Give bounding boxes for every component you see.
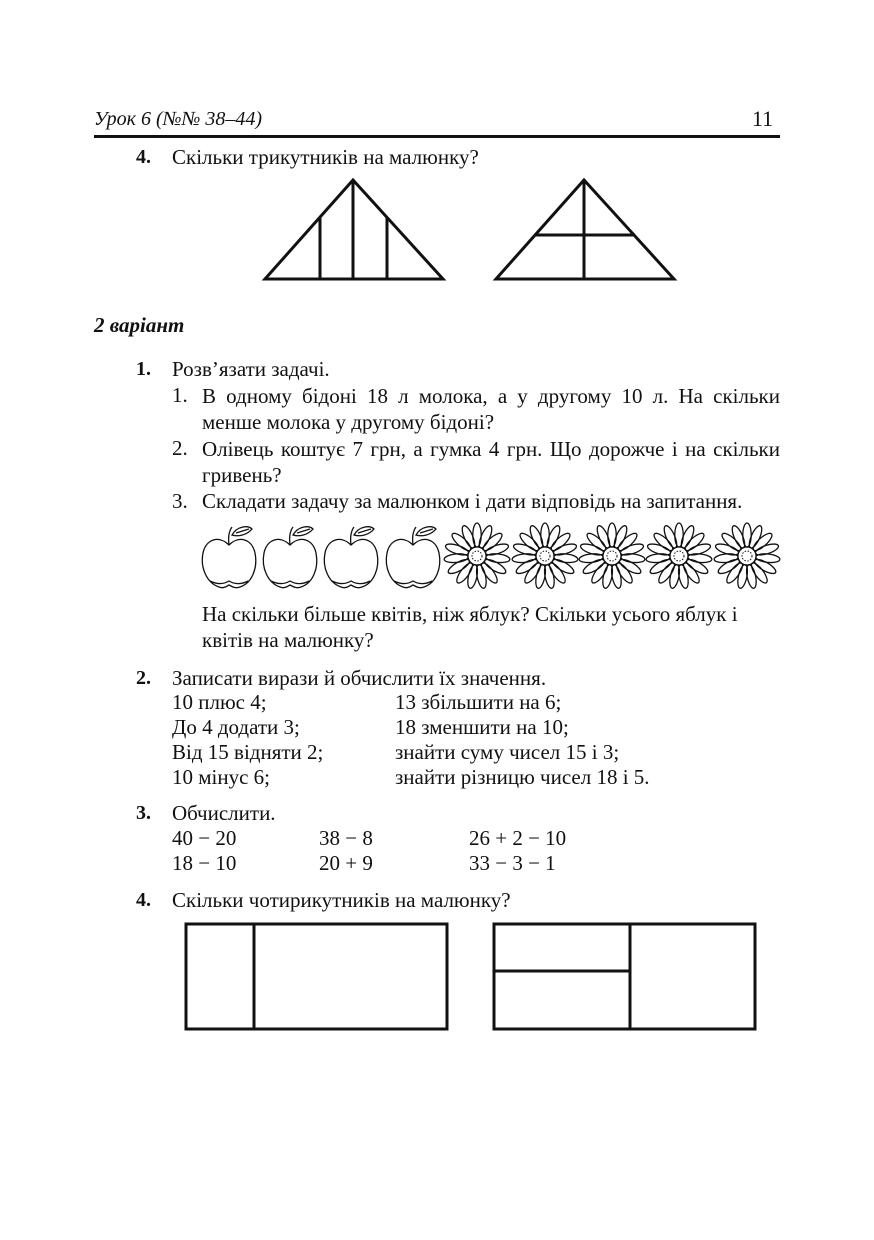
header-rule [94,135,780,138]
calc-expression: 40 − 20 [172,826,237,850]
task3-title: Обчислити. [172,801,276,825]
lesson-header: Урок 6 (№№ 38–44) [94,108,263,130]
task1-title: Розв’язати задачі. [172,357,330,381]
expression-right: 13 збільшити на 6; [395,690,562,714]
flower-icon [714,523,781,589]
flower-icon [646,523,713,589]
apples-flowers-picture [198,520,784,590]
calc-expression: 38 − 8 [319,826,373,850]
triangle-figure-right [496,180,674,279]
task1-item1-text: В одному бідоні 18 л молока, а у другому 10 л. На скільки менше молока у другому бідоні? [202,384,780,434]
flower-icon [512,523,579,589]
expression-left: 10 мінус 6; [172,765,271,789]
expression-left: До 4 додати 3; [172,715,300,739]
task1-item2-text: Олівець коштує 7 грн, а гумка 4 грн. Що дорожче і на скільки гривень? [202,437,780,487]
task2-number: 2. [136,667,151,689]
rectangles-figure [180,918,762,1036]
task4-triangles-question: Скільки трикутників на малюнку? [172,145,479,169]
calc-expression: 20 + 9 [319,851,373,875]
variant-title: 2 варіант [94,313,185,337]
calc-expression: 33 − 3 − 1 [469,851,556,875]
triangle-figure-left [265,180,443,279]
task1-item3-text: Складати задачу за малюнком і дати відповідь на запитання. [202,489,743,513]
task3-number: 3. [136,802,151,824]
apple-icon [202,527,255,588]
flower-icon [579,523,646,589]
apple-icon [263,527,316,588]
task1-item1-number: 1. [172,383,188,407]
task1-item3-number: 3. [172,489,188,513]
page-number: 11 [752,106,774,131]
task4-triangles-number: 4. [136,146,151,168]
task4-quads-number: 4. [136,889,151,911]
task1-follow-up: На скільки більше квітів, ніж яблук? Скільки усього яблук і квітів на малюнку? [202,602,738,652]
expression-right: 18 зменшити на 10; [395,715,569,739]
calc-expression: 26 + 2 − 10 [469,826,567,850]
rectangle-figure-right [494,924,755,1029]
expression-right: знайти різницю чисел 18 і 5. [395,765,650,789]
expression-left: 10 плюс 4; [172,690,267,714]
apple-icon [324,527,377,588]
task4-quads-question: Скільки чотирикутників на малюнку? [172,888,511,912]
calc-expression: 18 − 10 [172,851,237,875]
task1-item2-number: 2. [172,436,188,460]
expression-left: Від 15 відняти 2; [172,740,324,764]
task1-number: 1. [136,358,151,380]
rectangle-figure-left [186,924,447,1029]
apple-icon [386,527,439,588]
expression-right: знайти суму чисел 15 і 3; [395,740,620,764]
triangles-figure [255,172,685,287]
task2-title: Записати вирази й обчислити їх значення. [172,666,547,690]
flower-icon [444,523,511,589]
